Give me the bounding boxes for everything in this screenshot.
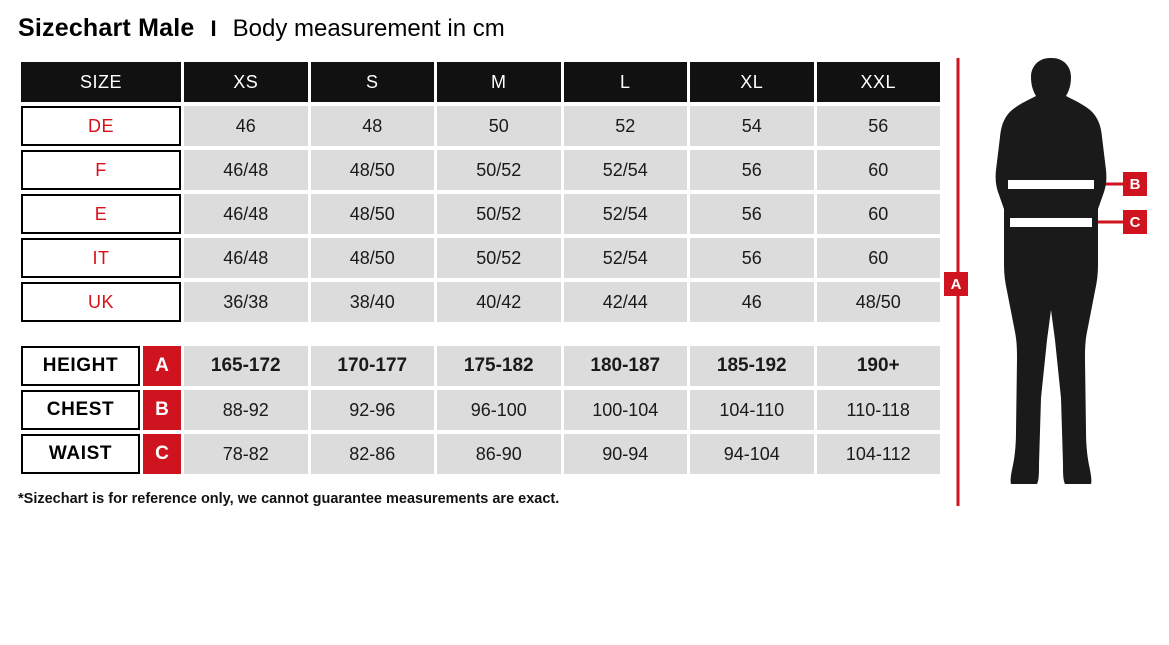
column-header-xs: XS [184, 62, 308, 102]
cell-it-s: 48/50 [311, 238, 435, 278]
cell-uk-xl: 46 [690, 282, 814, 322]
waist-band [1010, 218, 1092, 227]
cell-chest-m: 96-100 [437, 390, 561, 430]
row-label-height [21, 346, 181, 386]
cell-it-xxl: 60 [817, 238, 941, 278]
cell-waist-s: 82-86 [311, 434, 435, 474]
cell-it-l: 52/54 [564, 238, 688, 278]
cell-chest-s: 92-96 [311, 390, 435, 430]
cell-f-xl: 56 [690, 150, 814, 190]
row-label-f: F [21, 150, 181, 190]
page-title [18, 14, 505, 43]
title-subtitle: Body measurement in cm [232, 15, 505, 42]
cell-uk-xs: 36/38 [184, 282, 308, 322]
row-label-height-text: HEIGHT [21, 346, 140, 386]
cell-e-m: 50/52 [437, 194, 561, 234]
silhouette-shape [996, 58, 1107, 484]
row-letter-b: B [143, 390, 181, 430]
cell-uk-xxl: 48/50 [817, 282, 941, 322]
row-label-chest [21, 390, 181, 430]
cell-uk-l: 42/44 [564, 282, 688, 322]
marker-b: B [1123, 172, 1147, 196]
sizechart-tables [18, 58, 943, 478]
cell-de-s: 48 [311, 106, 435, 146]
cell-height-xxl: 190+ [817, 346, 941, 386]
table-row [21, 346, 940, 386]
cell-chest-l: 100-104 [564, 390, 688, 430]
cell-waist-xl: 94-104 [690, 434, 814, 474]
cell-de-m: 50 [437, 106, 561, 146]
cell-e-xxl: 60 [817, 194, 941, 234]
footnote-text: *Sizechart is for reference only, we cannot guarantee measurements are exact. [18, 491, 560, 507]
cell-it-m: 50/52 [437, 238, 561, 278]
cell-chest-xl: 104-110 [690, 390, 814, 430]
table-row [21, 238, 940, 278]
cell-de-xs: 46 [184, 106, 308, 146]
column-header-xxl: XXL [817, 62, 941, 102]
cell-height-l: 180-187 [564, 346, 688, 386]
table-row [21, 150, 940, 190]
cell-e-xs: 46/48 [184, 194, 308, 234]
body-measurement-table [18, 342, 943, 478]
cell-it-xl: 56 [690, 238, 814, 278]
cell-chest-xs: 88-92 [184, 390, 308, 430]
cell-waist-xs: 78-82 [184, 434, 308, 474]
table-row [21, 106, 940, 146]
cell-height-s: 170-177 [311, 346, 435, 386]
title-separator: I [210, 16, 217, 41]
cell-f-xxl: 60 [817, 150, 941, 190]
chest-band [1008, 180, 1094, 189]
table-row [21, 282, 940, 322]
cell-f-xs: 46/48 [184, 150, 308, 190]
cell-e-xl: 56 [690, 194, 814, 234]
column-header-size: SIZE [21, 62, 181, 102]
cell-f-m: 50/52 [437, 150, 561, 190]
cell-f-l: 52/54 [564, 150, 688, 190]
marker-a: A [944, 272, 968, 296]
table-row [21, 390, 940, 430]
cell-height-xs: 165-172 [184, 346, 308, 386]
column-header-m: M [437, 62, 561, 102]
table-header-row [21, 62, 940, 102]
table-row [21, 194, 940, 234]
cell-de-l: 52 [564, 106, 688, 146]
cell-e-s: 48/50 [311, 194, 435, 234]
row-label-waist [21, 434, 181, 474]
row-label-it: IT [21, 238, 181, 278]
cell-de-xl: 54 [690, 106, 814, 146]
row-letter-a: A [143, 346, 181, 386]
cell-uk-m: 40/42 [437, 282, 561, 322]
cell-waist-l: 90-94 [564, 434, 688, 474]
row-label-waist-text: WAIST [21, 434, 140, 474]
international-size-table [18, 58, 943, 326]
column-header-xl: XL [690, 62, 814, 102]
row-letter-c: C [143, 434, 181, 474]
cell-waist-m: 86-90 [437, 434, 561, 474]
body-path [996, 58, 1107, 484]
cell-f-s: 48/50 [311, 150, 435, 190]
cell-height-xl: 185-192 [690, 346, 814, 386]
cell-chest-xxl: 110-118 [817, 390, 941, 430]
row-label-chest-text: CHEST [21, 390, 140, 430]
title-main: Sizechart Male [18, 14, 195, 42]
column-header-l: L [564, 62, 688, 102]
cell-e-l: 52/54 [564, 194, 688, 234]
row-label-de: DE [21, 106, 181, 146]
cell-de-xxl: 56 [817, 106, 941, 146]
column-header-s: S [311, 62, 435, 102]
table-row [21, 434, 940, 474]
row-label-uk: UK [21, 282, 181, 322]
row-label-e: E [21, 194, 181, 234]
cell-waist-xxl: 104-112 [817, 434, 941, 474]
cell-height-m: 175-182 [437, 346, 561, 386]
cell-it-xs: 46/48 [184, 238, 308, 278]
cell-uk-s: 38/40 [311, 282, 435, 322]
body-figure-panel [930, 50, 1160, 520]
marker-c: C [1123, 210, 1147, 234]
